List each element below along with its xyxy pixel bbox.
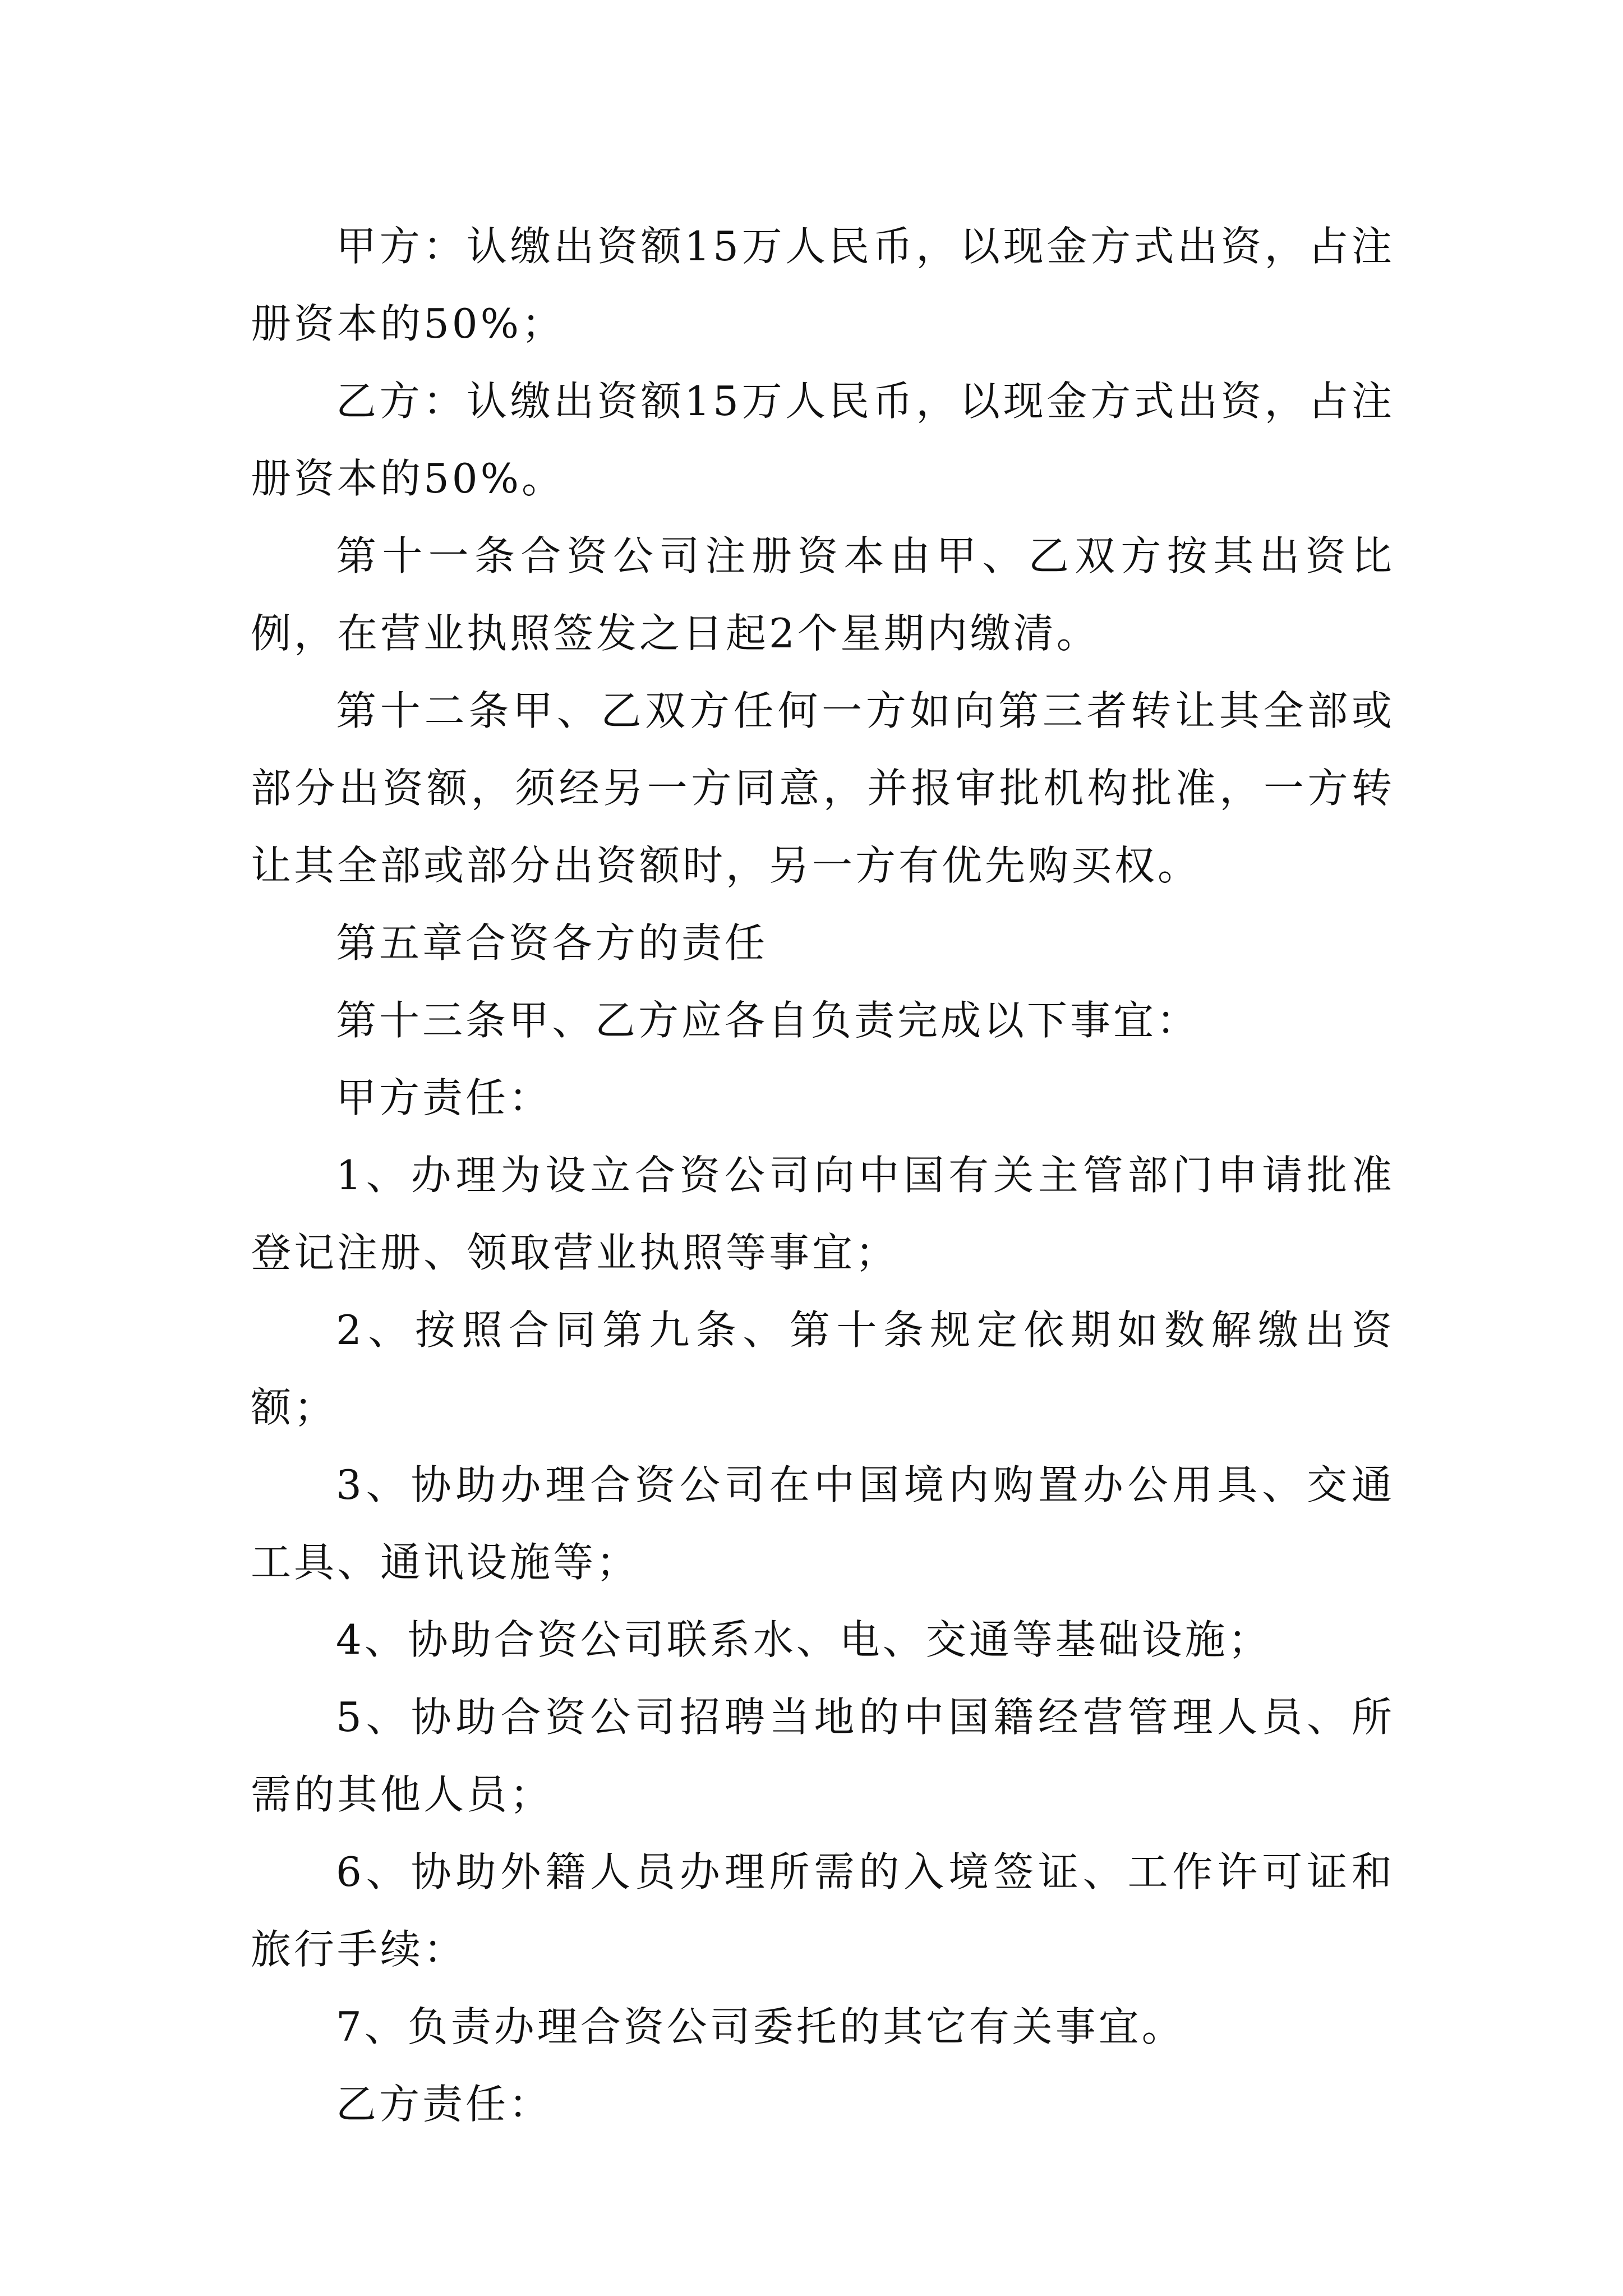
party-b-responsibilities-heading: 乙方责任：: [336, 2081, 552, 2128]
paragraph-article-11: 第十一条合资公司注册资本由甲、乙双方按其出资比例，在营业执照签发之日起2个星期内缴清。: [251, 532, 1395, 657]
list-item-6: 6、协助外籍人员办理所需的入境签证、工作许可证和旅行手续：: [251, 1848, 1395, 1973]
paragraph-article-13: 第十三条甲、乙方应各自负责完成以下事宜：: [336, 997, 1200, 1044]
party-a-responsibilities-heading: 甲方责任：: [336, 1074, 552, 1121]
list-item-4: 4、协助合资公司联系水、电、交通等基础设施；: [336, 1616, 1271, 1663]
list-item-2: 2、按照合同第九条、第十条规定依期如数解缴出资额；: [251, 1306, 1395, 1431]
paragraph-party-b-capital: 乙方：认缴出资额15万人民币，以现金方式出资，占注册资本的50%。: [251, 378, 1395, 502]
paragraph-party-a-capital: 甲方：认缴出资额15万人民币，以现金方式出资，占注册资本的50%；: [251, 223, 1395, 347]
list-item-3: 3、协助办理合资公司在中国境内购置办公用具、交通工具、通讯设施等；: [251, 1461, 1395, 1586]
list-item-1: 1、办理为设立合资公司向中国有关主管部门申请批准登记注册、领取营业执照等事宜；: [251, 1152, 1395, 1276]
list-item-5: 5、协助合资公司招聘当地的中国籍经营管理人员、所需的其他人员；: [251, 1694, 1395, 1818]
chapter-5-heading: 第五章合资各方的责任: [336, 919, 768, 967]
document-body: [251, 208, 1395, 2143]
list-item-7: 7、负责办理合资公司委托的其它有关事宜。: [336, 2003, 1185, 2050]
paragraph-article-12: 第十二条甲、乙双方任何一方如向第三者转让其全部或部分出资额，须经另一方同意，并报审批机构批准，一方转让其全部或部分出资额时，另一方有优先购买权。: [251, 687, 1395, 889]
